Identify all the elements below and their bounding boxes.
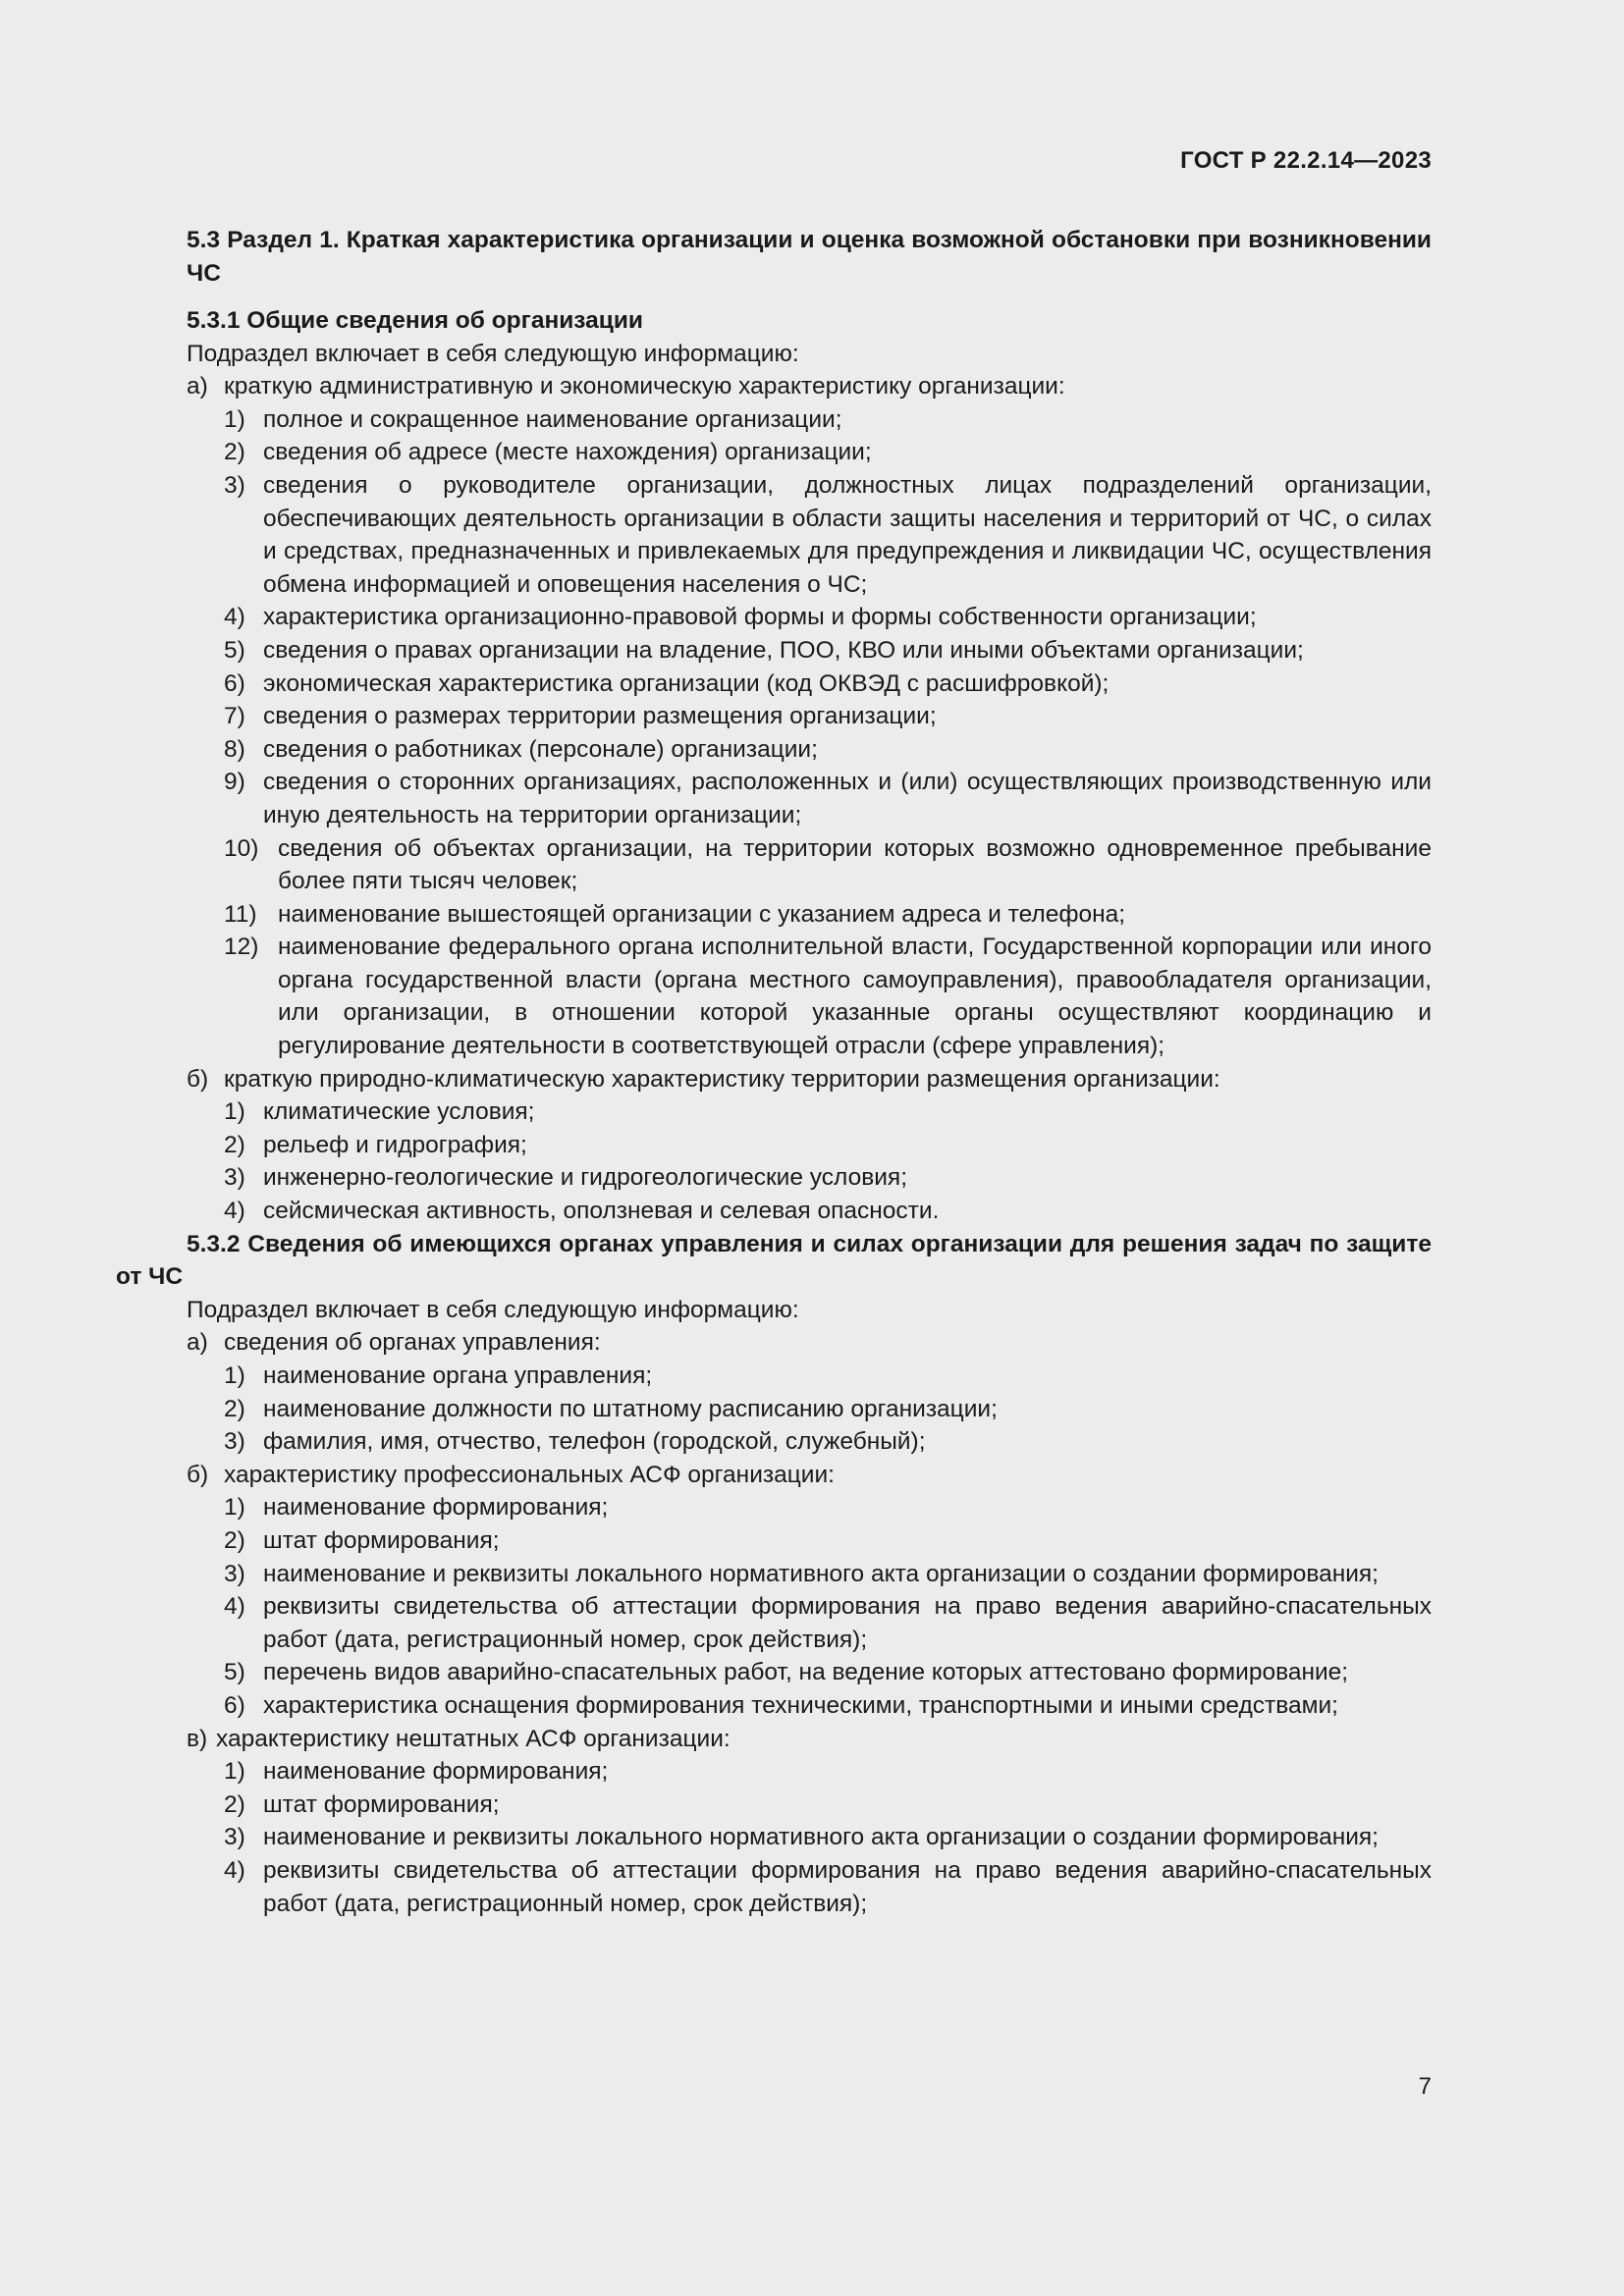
numbered-list-item xyxy=(116,1161,1432,1195)
numbered-list-item xyxy=(116,733,1432,767)
numbered-list-item xyxy=(116,1425,1432,1459)
list-marker: в) xyxy=(187,1725,208,1752)
list-number: 5) xyxy=(224,636,245,664)
list-number: 1) xyxy=(224,1098,245,1126)
list-marker: б) xyxy=(187,1461,209,1488)
list-item-text: экономическая характеристика организации (код ОКВЭД с расшифровкой); xyxy=(263,669,1110,697)
numbered-list xyxy=(116,1360,1432,1459)
list-number: 3) xyxy=(224,1824,245,1851)
list-item-text: штат формирования; xyxy=(263,1526,500,1554)
list-item-text: сведения об объектах организации, на территории которых возможно одновременное пребывание более пяти тысяч человек; xyxy=(278,834,1432,895)
list-number: 5) xyxy=(224,1659,245,1686)
list-number: 1) xyxy=(224,405,245,433)
list-number: 6) xyxy=(224,669,245,697)
numbered-list-item xyxy=(116,1789,1432,1822)
list-item-text: характеристику нештатных АСФ организации: xyxy=(216,1725,731,1752)
list-number: 6) xyxy=(224,1691,245,1719)
numbered-list-item xyxy=(116,898,1432,932)
numbered-list-item xyxy=(116,1558,1432,1591)
subsection-title-5-3-2: 5.3.2 Сведения об имеющихся органах управления и силах организации для решения задач по защите от ЧС xyxy=(116,1230,1432,1291)
numbered-list xyxy=(116,1095,1432,1227)
list-item-text: характеристику профессиональных АСФ организации: xyxy=(224,1461,835,1488)
list-item-text: сведения о правах организации на владение, ПОО, КВО или иными объектами организации; xyxy=(263,636,1304,664)
list-number: 4) xyxy=(224,1593,245,1621)
numbered-list-item xyxy=(116,1129,1432,1162)
list-number: 4) xyxy=(224,1856,245,1884)
list-item xyxy=(116,1723,1432,1756)
list-item-text: перечень видов аварийно-спасательных работ, на ведение которых аттестовано формирование; xyxy=(263,1659,1349,1686)
numbered-list-item xyxy=(116,1524,1432,1558)
numbered-list-item xyxy=(116,832,1432,898)
list-number: 4) xyxy=(224,604,245,631)
list-item-text: реквизиты свидетельства об аттестации формирования на право ведения аварийно-спасательных работ (дата, регистрационный номер, срок действия); xyxy=(263,1856,1432,1917)
list-item-text: климатические условия; xyxy=(263,1098,535,1126)
list-item-text: сейсмическая активность, оползневая и селевая опасности. xyxy=(263,1198,940,1225)
numbered-list xyxy=(116,1755,1432,1920)
list-item-text: сведения об органах управления: xyxy=(224,1329,601,1357)
subsection-intro: Подраздел включает в себя следующую информацию: xyxy=(187,340,799,367)
numbered-list-item xyxy=(116,1095,1432,1129)
list-item-text: наименование органа управления; xyxy=(263,1362,653,1389)
list-item xyxy=(116,1326,1432,1360)
numbered-list-item xyxy=(116,700,1432,733)
list-item-text: краткую административную и экономическую характеристику организации: xyxy=(224,373,1065,400)
list-number: 11) xyxy=(224,900,257,928)
list-item xyxy=(116,1459,1432,1492)
list-number: 8) xyxy=(224,735,245,763)
list-item-text: краткую природно-климатическую характеристику территории размещения организации: xyxy=(224,1065,1220,1093)
list-item-text: полное и сокращенное наименование организации; xyxy=(263,405,842,433)
list-number: 7) xyxy=(224,703,245,730)
list-item-text: наименование формирования; xyxy=(263,1758,609,1786)
numbered-list-item xyxy=(116,1854,1432,1920)
list-marker: а) xyxy=(187,373,208,400)
list-item-text: сведения о сторонних организациях, расположенных и (или) осуществляющих производственную или иную деятельность на территории организации; xyxy=(263,769,1432,828)
numbered-list-item xyxy=(116,1656,1432,1689)
numbered-list xyxy=(116,1491,1432,1722)
numbered-list-item xyxy=(116,1195,1432,1228)
list-number: 1) xyxy=(224,1362,245,1389)
list-item-text: наименование и реквизиты локального нормативного акта организации о создании формирования; xyxy=(263,1560,1379,1587)
numbered-list-item xyxy=(116,403,1432,437)
list-number: 3) xyxy=(224,1428,245,1456)
list-item-text: реквизиты свидетельства об аттестации формирования на право ведения аварийно-спасательных работ (дата, регистрационный номер, срок действия); xyxy=(263,1593,1432,1653)
list-item-text: наименование вышестоящей организации с указанием адреса и телефона; xyxy=(278,900,1126,928)
numbered-list-item xyxy=(116,1821,1432,1854)
list-item xyxy=(116,1063,1432,1096)
list-number: 1) xyxy=(224,1758,245,1786)
list-number: 2) xyxy=(224,1131,245,1158)
document-body xyxy=(116,224,1432,1920)
list-item-text: характеристика организационно-правовой формы и формы собственности организации; xyxy=(263,604,1257,631)
subsection-title-5-3-1: 5.3.1 Общие сведения об организации xyxy=(187,307,643,334)
subsection-intro: Подраздел включает в себя следующую информацию: xyxy=(187,1296,799,1323)
list-number: 3) xyxy=(224,1164,245,1192)
numbered-list-item xyxy=(116,634,1432,667)
list-item-text: наименование федерального органа исполнительной власти, Государственной корпорации или иного органа государственной власти (органа местного самоуправления), правообладателя организации, или организации, в отношении которой указанные органы осуществляют координацию и регулирование деятельности в соответствующей отрасли (сфере управления); xyxy=(278,934,1432,1060)
list-item-text: сведения о размерах территории размещения организации; xyxy=(263,703,937,730)
numbered-list-item xyxy=(116,667,1432,701)
list-marker: б) xyxy=(187,1065,209,1093)
list-marker: а) xyxy=(187,1329,208,1357)
list-item-text: наименование формирования; xyxy=(263,1494,609,1522)
list-number: 9) xyxy=(224,769,245,796)
list-item-text: характеристика оснащения формирования техническими, транспортными и иными средствами; xyxy=(263,1691,1338,1719)
numbered-list-item xyxy=(116,1689,1432,1723)
list-number: 2) xyxy=(224,439,245,466)
numbered-list-item xyxy=(116,1755,1432,1789)
page-number: 7 xyxy=(1418,2073,1432,2100)
list-item-text: штат формирования; xyxy=(263,1790,500,1818)
list-number: 2) xyxy=(224,1526,245,1554)
list-number: 2) xyxy=(224,1790,245,1818)
list-item-text: наименование должности по штатному расписанию организации; xyxy=(263,1395,998,1422)
list-number: 3) xyxy=(224,1560,245,1587)
list-number: 12) xyxy=(224,934,259,961)
list-item-text: сведения о руководителе организации, должностных лицах подразделений организации, обеспечивающих деятельность организации в области защиты населения и территорий от ЧС, о силах и средствах, предназначенных и привлекаемых для предупреждения и ликвидации ЧС, осуществления обмена информацией и оповещения населения о ЧС; xyxy=(263,471,1432,598)
list-item-text: наименование и реквизиты локального нормативного акта организации о создании формирования; xyxy=(263,1824,1379,1851)
numbered-list-item xyxy=(116,1491,1432,1524)
list-number: 4) xyxy=(224,1198,245,1225)
numbered-list-item xyxy=(116,1590,1432,1656)
list-number: 3) xyxy=(224,471,245,499)
list-item-text: фамилия, имя, отчество, телефон (городской, служебный); xyxy=(263,1428,926,1456)
section-title: 5.3 Раздел 1. Краткая характеристика организации и оценка возможной обстановки при возникновении ЧС xyxy=(187,227,1432,287)
list-number: 1) xyxy=(224,1494,245,1522)
numbered-list-item xyxy=(116,931,1432,1062)
numbered-list-item xyxy=(116,601,1432,634)
numbered-list-item xyxy=(116,766,1432,831)
list-item-text: инженерно-геологические и гидрогеологические условия; xyxy=(263,1164,907,1192)
list-item-text: сведения о работниках (персонале) организации; xyxy=(263,735,818,763)
list-item-text: сведения об адресе (месте нахождения) организации; xyxy=(263,439,872,466)
list-item xyxy=(116,370,1432,403)
list-item-text: рельеф и гидрография; xyxy=(263,1131,527,1158)
numbered-list-item xyxy=(116,469,1432,601)
numbered-list xyxy=(116,403,1432,1063)
list-number: 2) xyxy=(224,1395,245,1422)
numbered-list-item xyxy=(116,436,1432,469)
numbered-list-item xyxy=(116,1393,1432,1426)
document-code: ГОСТ Р 22.2.14—2023 xyxy=(1180,147,1432,174)
list-number: 10) xyxy=(224,834,259,862)
numbered-list-item xyxy=(116,1360,1432,1393)
